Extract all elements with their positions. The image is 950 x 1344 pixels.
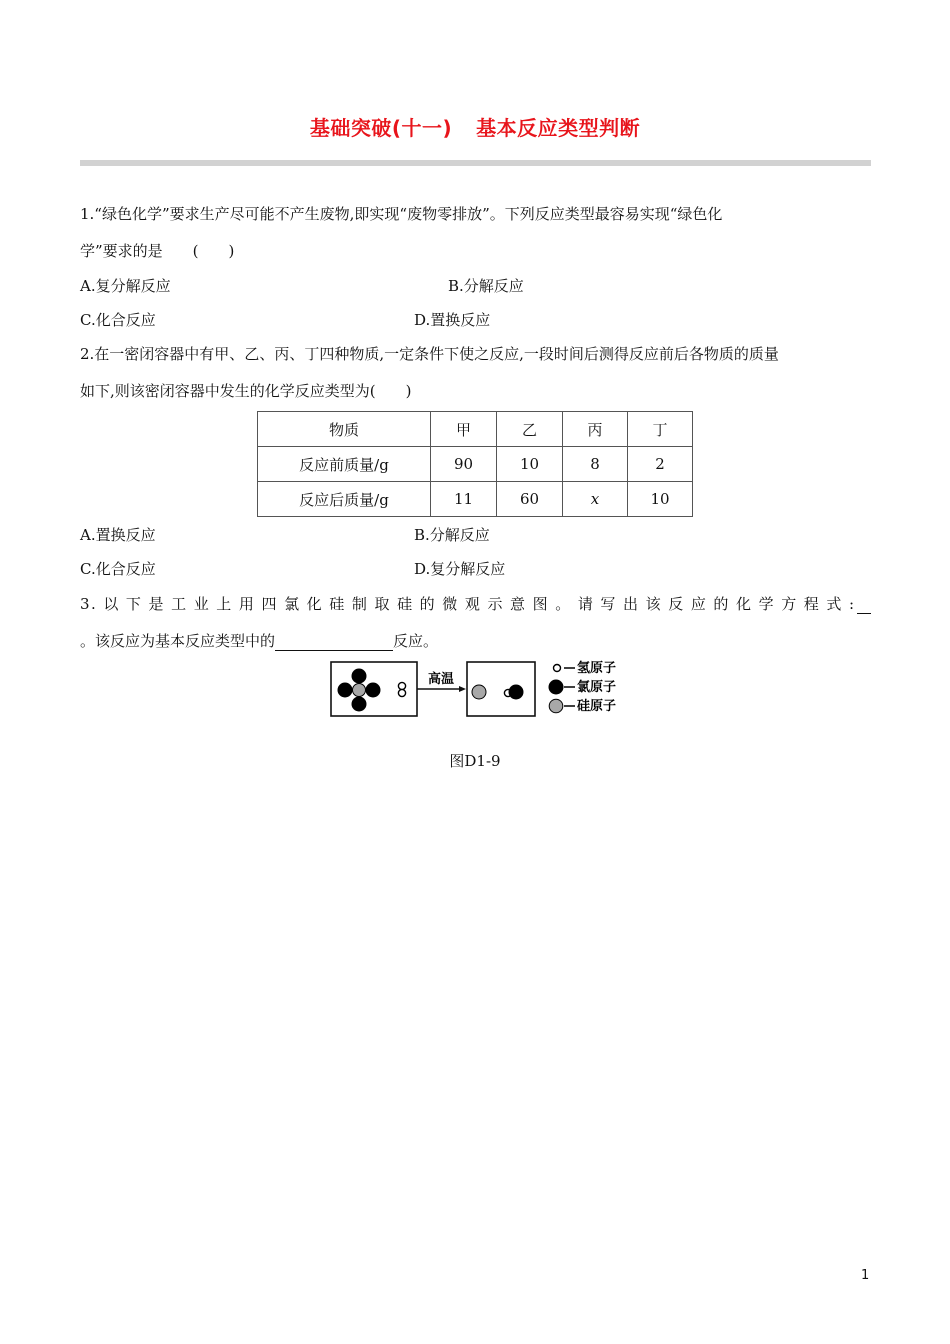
- reaction-diagram: [330, 660, 630, 720]
- q2-option-a: A.置换反应: [80, 526, 156, 544]
- table-cell: 反应后质量/g: [258, 482, 431, 517]
- table-header-cell: 丙: [563, 412, 628, 447]
- reaction-condition: 高温: [427, 672, 455, 687]
- arrow-head-icon: [459, 686, 466, 692]
- table-row: [258, 447, 693, 482]
- table-cell: 10: [628, 482, 693, 517]
- title-divider: [80, 160, 871, 166]
- title-part-1: 基础突破(十一): [309, 116, 453, 140]
- legend: [549, 660, 617, 714]
- q1-option-c: C.化合反应: [80, 311, 156, 329]
- hcl-molecule-icon: [504, 685, 523, 700]
- q2-option-b: B.分解反应: [414, 526, 490, 544]
- table-cell: 8: [563, 447, 628, 482]
- sicl4-molecule-icon: [338, 669, 381, 712]
- table-cell: 2: [628, 447, 693, 482]
- q2-stem-line2: 如下,则该密闭容器中发生的化学反应类型为( ): [80, 382, 412, 400]
- q3-line2-b: 反应。: [393, 632, 439, 650]
- table-header-row: [258, 412, 693, 447]
- q3-reaction-type-blank: [275, 635, 393, 651]
- q1-option-d: D.置换反应: [414, 311, 491, 329]
- q3-stem-line1: [80, 593, 871, 614]
- table-row: [258, 482, 693, 517]
- q3-equation-blank: [857, 598, 871, 614]
- legend-label-silicon: 硅原子: [577, 699, 617, 714]
- table-cell: 90: [431, 447, 497, 482]
- q1-stem-line1: 1.“绿色化学”要求生产尽可能不产生废物,即实现“废物零排放”。下列反应类型最容易实现“绿色化: [80, 205, 723, 223]
- q2-stem-line1: 2.在一密闭容器中有甲、乙、丙、丁四种物质,一定条件下使之反应,一段时间后测得反应前后各物质的质量: [80, 345, 779, 363]
- q1-stem-line2: 学”要求的是 ( ): [80, 242, 235, 260]
- si-atom-icon: [472, 685, 486, 699]
- q2-option-c: C.化合反应: [80, 560, 156, 578]
- table-header-cell: 物质: [258, 412, 431, 447]
- mass-table: [257, 411, 693, 517]
- silicon-legend-icon: [549, 699, 563, 713]
- table-cell: 反应前质量/g: [258, 447, 431, 482]
- hydrogen-legend-icon: [554, 665, 561, 672]
- figure-caption: 图D1-9: [449, 752, 501, 770]
- title-part-2: 基本反应类型判断: [476, 116, 641, 140]
- q1-option-a: A.复分解反应: [80, 277, 171, 295]
- q2-option-d: D.复分解反应: [414, 560, 506, 578]
- page-number: 1: [861, 1268, 870, 1283]
- q1-option-b: B.分解反应: [448, 277, 524, 295]
- q3-stem-text: 3. 以 下 是 工 业 上 用 四 氯 化 硅 制 取 硅 的 微 观 示 意 图 。 请 写 出 该 反 应 的 化 学 方 程 式 :: [80, 595, 856, 613]
- table-cell: 10: [497, 447, 563, 482]
- table-header-cell: 丁: [628, 412, 693, 447]
- table-cell: 11: [431, 482, 497, 517]
- q3-line2-a: 。该反应为基本反应类型中的: [80, 632, 276, 650]
- chlorine-legend-icon: [549, 680, 564, 695]
- legend-label-chlorine: 氯原子: [577, 680, 617, 695]
- table-cell: x: [563, 482, 628, 517]
- q3-stem-line2: [80, 630, 438, 651]
- page-title: [0, 112, 950, 141]
- table-cell: 60: [497, 482, 563, 517]
- h2-molecule-icon: [398, 682, 405, 696]
- table-header-cell: 乙: [497, 412, 563, 447]
- legend-label-hydrogen: 氢原子: [577, 661, 617, 676]
- table-header-cell: 甲: [431, 412, 497, 447]
